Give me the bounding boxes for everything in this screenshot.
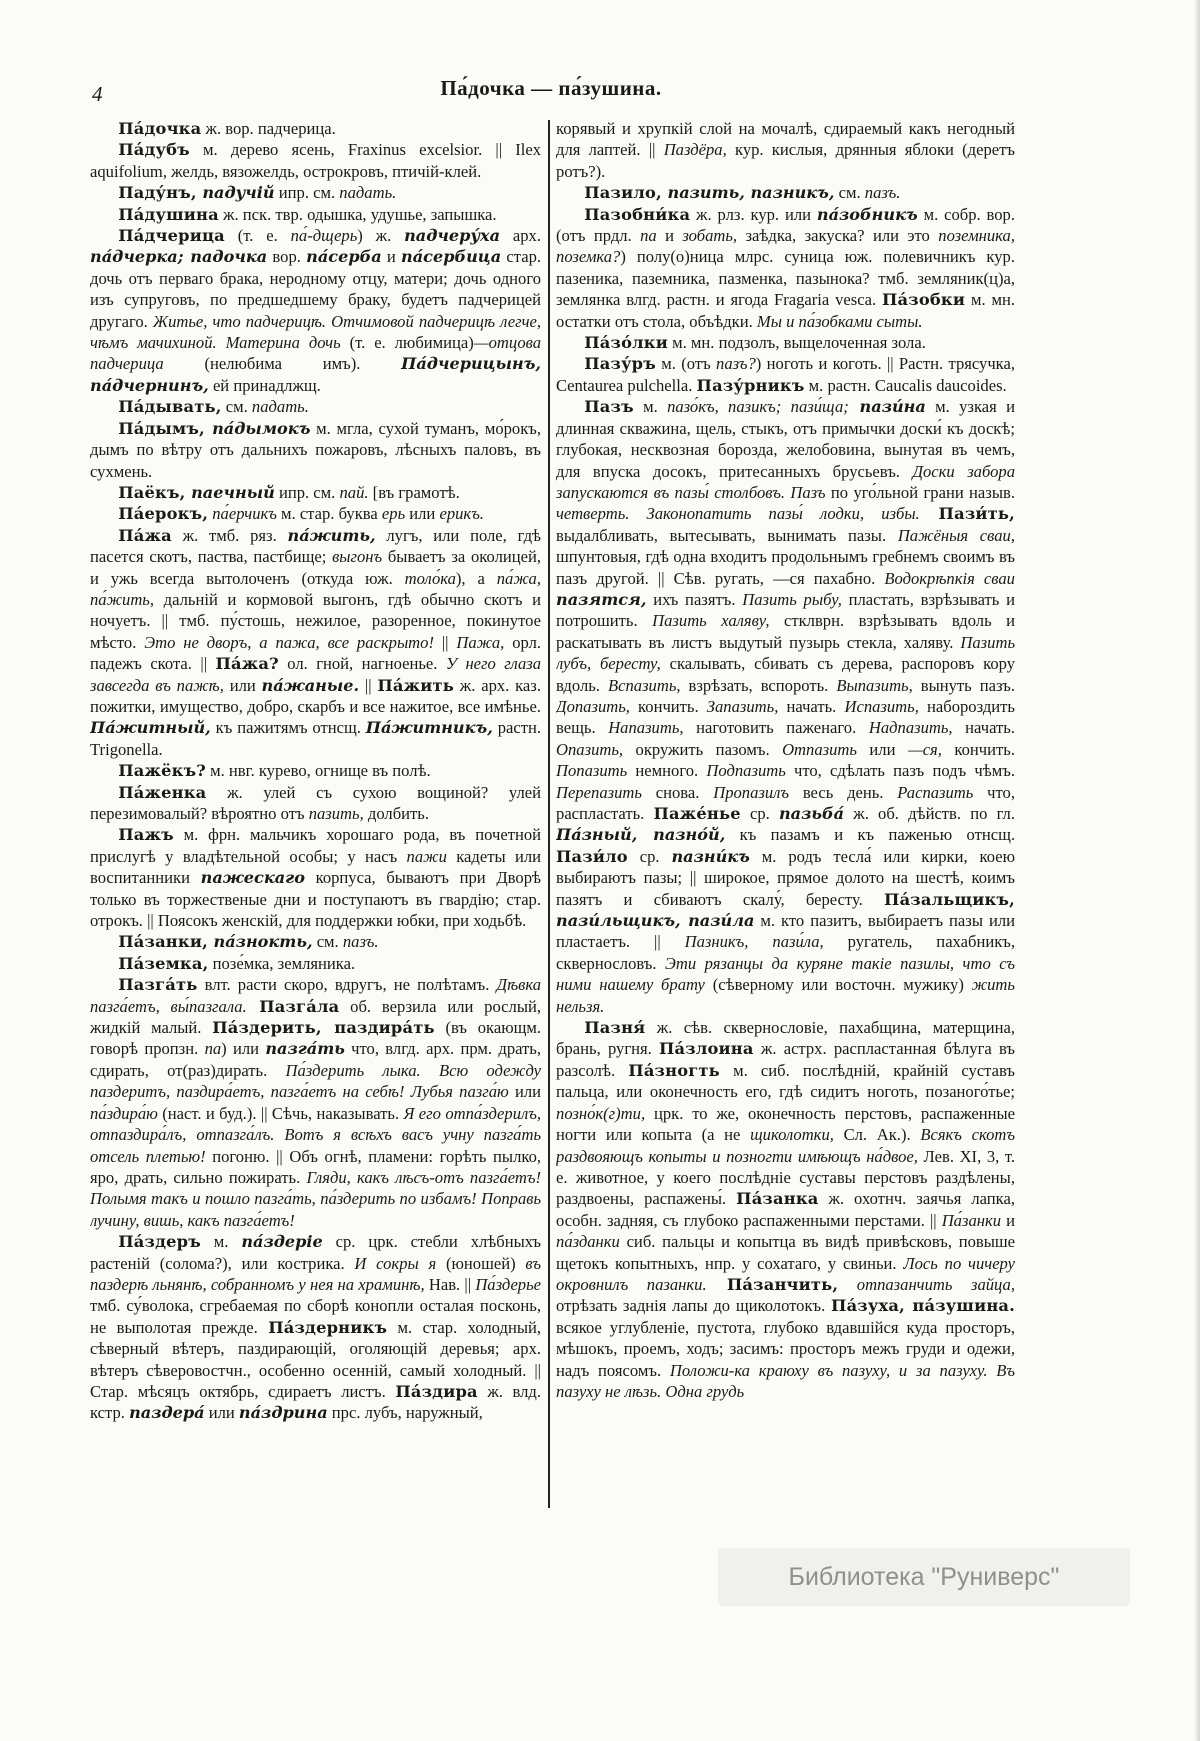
text-segment: Па́здерникъ <box>268 1317 388 1337</box>
text-segment: Па́жа? <box>215 654 279 674</box>
text-segment: Пазобни́ка <box>584 204 691 224</box>
text-segment: снова. <box>641 782 714 802</box>
text-segment: Мы и па́зобками сыты. <box>756 311 923 331</box>
text-segment: дальній и кормовой выгонъ, гдѣ обычно скотъ и ночуетъ. || тмб. пу́стошь, нежилое, разоренное, покинутое мѣсто. <box>90 589 542 652</box>
text-segment: ол. гной, нагноенье. <box>278 654 446 674</box>
text-segment: Па́житный, <box>90 718 211 738</box>
text-segment: ж. вор. падчерица. <box>201 119 336 138</box>
text-segment: пай. <box>339 482 369 502</box>
dictionary-paragraph <box>90 782 541 825</box>
text-segment: Допазить, <box>556 696 630 716</box>
text-segment: къ пажитямъ отнсщ. <box>210 718 366 738</box>
text-segment: Пазу́ръ <box>584 354 656 374</box>
dictionary-paragraph <box>90 931 541 952</box>
text-segment: зобать, <box>682 226 738 246</box>
text-segment: Па́дывать, <box>118 397 222 417</box>
text-segment: что, сдѣлать пазъ подъ чѣмъ. <box>785 761 1015 781</box>
dictionary-paragraph <box>556 1017 1015 1402</box>
text-segment: Пазникъ, пази́ла, <box>684 932 824 952</box>
running-title: Па́дочка — па́зушина. <box>440 76 662 100</box>
text-segment: и <box>656 226 683 246</box>
text-segment: ср. <box>627 846 672 866</box>
dictionary-paragraph <box>90 482 541 503</box>
text-segment: ж. рлз. кур. или <box>690 204 817 224</box>
text-segment: Пажа, <box>456 632 505 652</box>
text-segment: къ пазамъ и къ паженью отнсщ. <box>725 825 1015 845</box>
text-segment: Напазить, <box>608 718 684 738</box>
text-segment: Па́здерье <box>475 1274 542 1294</box>
text-segment: Опазить, <box>556 739 624 759</box>
dictionary-paragraph <box>556 353 1015 396</box>
text-segment: Паёкъ, <box>118 482 186 502</box>
text-segment: ) ноготь и коготь. || Растн. трясучка, Centaurea pulchella. <box>556 354 1015 395</box>
dictionary-paragraph <box>90 760 541 781</box>
text-segment: вор. <box>267 247 307 267</box>
text-segment: Па́здира <box>395 1381 478 1401</box>
text-segment: Па́зногть <box>628 1060 720 1080</box>
text-segment: ) полу(о)ница млрс. суница юж. полевичникъ кур. пазеника, паземника, пазменка, пазынока? тмб. земляник(ц)а, землянка влгд. растн. и ягода Fragaria vesca. <box>556 247 1015 310</box>
text-segment: Пажъ <box>118 825 174 845</box>
text-segment: что, влгд. арх. прм. драть, сдирать, от(раз)дирать. <box>90 1039 542 1080</box>
text-segment: ж. влд. кстр. <box>90 1381 542 1423</box>
text-segment: заѣдка, закуска? или это <box>737 226 939 246</box>
text-segment: ипр. см. <box>274 482 340 502</box>
text-segment: пазъ? <box>716 354 756 374</box>
text-segment: Пазу́рникъ <box>696 375 805 395</box>
text-segment: м. фрн. мальчикъ хорошаго рода, въ почетной прислугѣ у владѣтельной особы; у насъ <box>90 825 542 866</box>
text-segment: Паже́нье <box>653 804 741 823</box>
text-segment: ж. арх. каз. пожитки, имущество, добро, скарбъ и все нажитое, все имѣнье. <box>90 675 542 716</box>
dictionary-paragraph <box>90 1231 541 1424</box>
text-segment: пажескаго <box>200 868 305 888</box>
text-segment: м. сиб. послѣдній, крайній суставъ пальца, или оконечность его, гдѣ сидитъ ноготь, позаного́тье; <box>556 1060 1015 1102</box>
text-segment: долбить. <box>363 804 429 823</box>
text-segment: ж. охотнч. заячья лапка, особн. задняя, съ глубоко распаженными перстами. || <box>556 1189 1015 1230</box>
text-segment: поземника, поземка? <box>556 226 1015 267</box>
text-segment: м. нвг. курево, огнище въ полѣ. <box>205 761 431 781</box>
text-segment: Па́земка, <box>118 953 209 973</box>
text-segment: па́дымокъ <box>204 418 311 438</box>
text-segment: пазить, пазникъ, <box>661 183 835 203</box>
text-block <box>90 118 1015 1516</box>
text-segment: И сокры я <box>354 1253 437 1273</box>
text-segment: м. мн. остатки отъ стола, объѣдки. <box>556 290 1015 331</box>
text-segment: || <box>359 675 378 695</box>
text-segment: па́здира́ю <box>90 1103 158 1123</box>
text-segment: Па́занчить, <box>706 1274 839 1294</box>
text-segment: Па́зный, пазно́й, <box>556 825 726 845</box>
page-header <box>90 76 1012 110</box>
text-segment: ср. <box>740 804 779 823</box>
text-segment: Па́здеръ <box>118 1232 201 1252</box>
text-segment: и <box>381 247 402 267</box>
text-segment: влт. расти скоро, вдругъ, не полѣтамъ. <box>197 975 497 995</box>
text-segment: Водокрѣпкія сваи <box>884 568 1015 588</box>
text-segment: Па́занки <box>941 1210 1002 1230</box>
text-segment: Пазга́ла <box>246 996 340 1016</box>
text-segment: и <box>1001 1210 1015 1230</box>
text-segment: корявый и хрупкій слой на мочалѣ, сдираемый какъ негодный для лаптей. || <box>556 119 1015 160</box>
text-segment: Па́женка <box>118 782 207 802</box>
text-segment: Выпазить, <box>836 675 913 695</box>
text-segment: ср. црк. стебли хлѣбныхъ растеній (солома?), или кострика. <box>90 1232 541 1273</box>
text-segment: Перепазить <box>556 782 642 802</box>
text-segment: Житье, что падчерицѣ. Отчимовой падчерицѣ легче, чѣмъ мачихиной. Материна дочь <box>90 311 542 353</box>
left-column <box>90 118 541 1516</box>
text-segment: тмб. су́волока, сгребаемая по сборѣ конопли осталая посконь, не выполотая прежде. <box>90 1296 542 1337</box>
text-segment: [въ грамотѣ. <box>368 482 460 502</box>
text-segment: Пази́ть, <box>919 504 1015 524</box>
text-segment: м. стар. буква <box>276 504 382 524</box>
text-segment: начать. <box>952 718 1015 738</box>
text-segment: || <box>434 632 457 652</box>
text-segment: Па́занка <box>736 1189 819 1209</box>
text-segment: па́жить, <box>287 525 376 545</box>
text-segment: что, распластать. <box>556 782 1015 823</box>
text-segment: (въ окающм. говорѣ пропзн. <box>90 1018 542 1059</box>
text-segment: по уго́льной грани назыв. <box>825 482 1015 502</box>
text-segment: м. мн. подзолъ, выщелоченная зола. <box>667 333 926 353</box>
text-segment: см. <box>312 932 343 952</box>
text-segment: Положи-ка краюху въ пазуху, и за пазуху. Въ пазуху не лѣзь. Одна грудь <box>556 1360 1015 1401</box>
text-segment: Сл. Ак.). <box>833 1125 921 1145</box>
text-segment: жить нельзя. <box>556 975 1015 1016</box>
text-segment: м. <box>633 397 668 417</box>
text-segment: ерикъ. <box>439 504 484 524</box>
text-segment: па́серба <box>306 247 382 267</box>
text-segment: ж. об. дѣйств. по гл. <box>844 804 1015 823</box>
text-segment: Пазить лубъ, бересту, <box>556 632 1015 674</box>
dictionary-paragraph <box>90 503 541 524</box>
text-segment: Па́дчерицынъ, па́дчернинъ, <box>90 354 542 395</box>
text-segment: погоню. || Объ огнѣ, пламени: горѣть пылко, яро, драть, сильно пожирать. <box>90 1146 542 1187</box>
text-segment: Пазить рыбу, <box>742 589 842 609</box>
text-segment: пази́льщикъ, пази́ла <box>556 911 755 931</box>
text-segment: ж. сѣв. сквернословіе, пахабщина, матерщина, брань, ругня. <box>556 1018 1015 1059</box>
text-segment: выдалбливать, вытесывать, вынимать пазы. <box>556 525 898 545</box>
dictionary-paragraph <box>90 418 541 482</box>
text-segment: (юношей) <box>436 1253 526 1273</box>
text-segment: кончить. <box>629 696 707 716</box>
text-segment: па́знокть, <box>207 932 313 952</box>
text-segment: (сѣверному или восточн. мужику) <box>704 975 972 995</box>
text-segment: па <box>640 226 657 246</box>
text-segment: па <box>204 1039 222 1059</box>
dictionary-paragraph <box>90 953 541 974</box>
dictionary-paragraph <box>90 182 541 203</box>
dictionary-paragraph <box>90 824 541 931</box>
text-segment: взрѣзать, вспороть. <box>680 675 837 695</box>
text-segment: па́здрина <box>238 1403 328 1423</box>
text-segment: Па́зальщикъ, <box>884 889 1015 909</box>
text-segment: Это не дворъ, а пажа, все раскрыто! <box>144 632 434 652</box>
dictionary-paragraph <box>556 396 1015 1017</box>
text-segment: набороздить вещь. <box>556 696 1015 738</box>
text-segment: (т. е. <box>224 226 291 246</box>
text-segment: вынуть пазъ. <box>912 675 1015 695</box>
text-segment: м. узкая и длинная скважина, щель, стыкъ, отъ примычки доски́ къ доскѣ; глубокая, несквозная борозда, желобовина, вынутая въ чемъ, для впуска досокъ, притесанныхъ брусьевъ. <box>556 397 1015 481</box>
dictionary-paragraph <box>556 182 1015 203</box>
text-segment: Доски забора запускаются въ пазы́ столбовъ. Пазъ <box>556 461 1015 502</box>
text-segment: кадеты или воспитанники <box>90 846 542 888</box>
text-segment: ругатель, пахабникъ, сквернословъ. <box>556 932 1015 973</box>
watermark-text: Библиотека "Руниверс" <box>788 1562 1060 1591</box>
text-segment: м. мгла, сухой туманъ, мо́рокъ, дымъ по вѣтру отъ дальнихъ пожаровъ, лѣсныхъ паловъ, въ сухмень. <box>90 418 542 481</box>
text-segment: позно́к(г)ти, <box>556 1103 646 1123</box>
text-segment: или <box>223 675 262 695</box>
text-segment: Па́злоина <box>659 1039 754 1059</box>
text-segment: стар. дочь отъ перваго брака, неродному отцу, матери; дочь одного изъ супруговъ, по предшедшему браку, будетъ падчерицей другаго. <box>90 247 542 331</box>
text-segment: четверть. Законопатить пазы́ лодки, избы. <box>556 504 920 524</box>
text-segment: кончить. <box>941 739 1015 759</box>
text-segment: Распазить <box>897 782 974 802</box>
text-segment: немного. <box>627 761 707 781</box>
text-segment: Па́жить <box>377 675 454 695</box>
text-segment: Испазить, <box>844 696 919 716</box>
text-segment: весь день. <box>789 782 898 802</box>
text-segment: Лось по чичеру окровнилъ пазанки. <box>556 1253 1015 1294</box>
dictionary-paragraph <box>556 204 1015 332</box>
text-segment: Па́здерить лыка. Всю одежду паздеритъ, паздира́етъ, пазга́етъ на себѣ! Лубья пазга́ю <box>90 1060 542 1102</box>
text-segment: па́жа, па́жить, <box>90 568 542 609</box>
text-segment: па́зобникъ <box>816 204 918 224</box>
text-segment: пазни́къ <box>671 846 750 866</box>
text-segment: м. стар. холодный, сѣверный вѣтеръ, паздирающій, оголяющій деревья; арх. вѣтеръ сѣверовостчн., особенно осенній, самый холодный. || Стар. мѣсяцъ октябрь, сдираетъ листъ. <box>90 1317 542 1401</box>
text-segment: па́ерчикъ <box>208 504 277 524</box>
text-segment: ж. пск. твр. одышка, удушье, запышка. <box>218 204 497 224</box>
text-segment: наготовить паженаго. <box>683 718 869 738</box>
text-segment: м. кто пазитъ, выбираетъ пазы или пластаетъ. || <box>556 911 1015 952</box>
text-segment: па́-дщерь <box>290 226 358 246</box>
text-segment: пазятся, <box>556 589 647 609</box>
text-segment: па́жаные. <box>261 675 360 695</box>
text-segment: падучій <box>196 183 275 203</box>
text-segment: м. родъ тесла́ или кирки, коею выбираютъ пазы; || широкое, прямое долото на шестѣ, коимъ пазятъ и сбиваютъ скалу́, бересту. <box>556 846 1015 909</box>
text-segment: паечный <box>185 482 275 502</box>
text-segment: толо́ка <box>404 568 456 588</box>
text-segment: па́здеріе <box>241 1232 323 1252</box>
text-segment: отрѣзать заднія лапы до щиколотокъ. <box>556 1296 832 1316</box>
text-segment: па́дчерка; падочка <box>90 247 268 267</box>
text-segment: въ паздерѣ льнянѣ, собранномъ у нея на храминѣ, <box>90 1253 542 1294</box>
page-number: 4 <box>92 82 103 106</box>
text-segment: Пазъ <box>584 397 634 417</box>
text-segment: щиколотки, <box>750 1125 834 1145</box>
text-segment: падать. <box>339 183 397 203</box>
text-segment: —ся, <box>907 739 942 759</box>
library-watermark <box>718 1548 1130 1606</box>
text-segment: кур. кислыя, дрянныя яблоки (деретъ ротъ?). <box>556 140 1015 181</box>
text-segment: Попазить <box>556 761 628 781</box>
text-segment: окружить пазомъ. <box>623 739 783 759</box>
text-segment: бываетъ за околицей, и ужь всегда вытолоченъ (откуда юж. <box>90 547 542 588</box>
text-segment: арх. <box>500 226 542 246</box>
text-segment: м. (отъ <box>655 354 717 374</box>
text-segment: отпазанчить зайца, <box>838 1274 1015 1294</box>
dictionary-paragraph <box>556 332 1015 353</box>
text-segment: выгонъ <box>332 547 383 567</box>
text-segment: Па́занки, <box>118 932 208 952</box>
text-segment: Па́дочка <box>118 119 202 138</box>
text-segment: па́зданки <box>556 1232 620 1252</box>
text-segment: об. верзила или рослый, жидкій малый. <box>90 996 542 1038</box>
text-segment: ей принадлжщ. <box>208 375 321 395</box>
dictionary-paragraph <box>90 118 541 139</box>
text-segment: корпуса, бываютъ при Дворѣ только въ торжественые дни и поступаютъ въ гвардію; стар. отрокъ. || Поясокъ женскій, для поддержки юбки, при ходьбѣ. <box>90 868 542 931</box>
text-segment: Па́житникъ, <box>365 718 493 738</box>
text-segment: Па́здерить, паздира́ть <box>212 1018 435 1038</box>
text-segment: прс. лубъ, наружный, <box>327 1403 483 1423</box>
text-segment: Запазить, <box>706 696 779 716</box>
text-segment: м. дерево ясень, Fraxinus excelsior. || Ilex aquifolium, желдь, вязожелдь, острокровъ, птичій-клей. <box>90 140 542 181</box>
text-segment: пазъ. <box>864 183 901 203</box>
text-segment: Па́душина <box>118 204 219 224</box>
text-segment: м. собр. вор. (отъ прдл. <box>556 204 1015 246</box>
text-segment: Паздёра, <box>663 140 727 160</box>
text-segment: Па́зо́лки <box>584 333 668 353</box>
text-segment: или <box>508 1082 541 1102</box>
text-segment: растн. Trigonella. <box>90 718 541 759</box>
dictionary-paragraph <box>556 118 1015 182</box>
text-segment: (т. е. любимица) <box>340 333 474 353</box>
text-segment: м. растн. Caucalis daucoides. <box>804 375 1007 395</box>
text-segment: орл. падежъ скота. || <box>90 632 541 674</box>
text-segment: стклврн. взрѣзывать вдоль и раскатывать въ листъ выдутый пузырь стекла, халяву. <box>556 611 1015 652</box>
text-segment: Па́жа <box>118 525 172 545</box>
text-segment: скалывать, сбивать съ дерева, распоровъ кору вдоль. <box>556 654 1015 695</box>
text-segment: пази́на <box>848 397 926 417</box>
column-divider-rule <box>548 120 550 1508</box>
text-segment: Пази́ло <box>556 846 628 866</box>
text-segment: ж. тмб. ряз. <box>171 525 288 545</box>
text-segment: Отпазить <box>782 739 857 759</box>
text-segment: Всякъ скотъ раздвояющъ копыты и позногти имѣющъ на́двое, <box>556 1125 1015 1166</box>
text-segment: всякое углубленіе, пустота, глубоко вдавшійся куда просторъ, мѣшокъ, проемъ, ходъ; засимъ: просторъ межъ груди и одежи, надъ поясомъ. <box>556 1317 1015 1380</box>
text-segment: ж. астрх. распластанная бѣлуга въ разсолѣ. <box>556 1039 1015 1080</box>
text-segment: (нелюбима имъ). <box>163 354 402 374</box>
text-segment: см. <box>221 397 252 417</box>
dictionary-paragraph <box>90 396 541 417</box>
text-segment: м. <box>200 1232 242 1252</box>
text-segment: Подпазить <box>706 761 786 781</box>
text-segment: (наст. и буд.). || Сѣчь, наказывать. <box>157 1103 404 1123</box>
text-segment: Па́дчерица <box>118 226 225 246</box>
text-segment: Па́зуха, па́зушина. <box>831 1296 1015 1316</box>
text-segment: Гляди, какъ лѣсъ-отъ пазга́етъ! Полымя такъ и пошло пазга́ть, па́здерить по избамъ! Поправь лучину, вишь, какъ пазга́етъ! <box>90 1167 542 1230</box>
text-segment: Пажёкъ? <box>118 761 206 781</box>
dictionary-paragraph <box>90 525 541 760</box>
text-segment: Паду́нъ, <box>118 183 197 203</box>
text-segment: па́сербица <box>401 247 502 267</box>
text-segment: или <box>204 1403 239 1423</box>
text-segment: ихъ пазятъ. <box>646 589 743 609</box>
text-segment: начать. <box>778 696 845 716</box>
text-segment: У него глаза завсегда въ пажѣ, <box>90 654 542 695</box>
text-segment: Пазня́ <box>584 1018 646 1038</box>
text-segment: или <box>856 739 908 759</box>
text-segment: пазъ. <box>342 932 379 952</box>
dictionary-paragraph <box>90 139 541 182</box>
text-segment: или <box>405 504 440 524</box>
text-segment: пластать, взрѣзывать и потрошить. <box>556 589 1015 631</box>
text-segment: сиб. пальцы и копытца въ видѣ привѣсковъ, повыше щетокъ копытныхъ, нпр. у сохатаго, у свиньи. <box>556 1232 1015 1273</box>
text-segment: Па́ерокъ, <box>118 504 209 524</box>
text-segment: ) ж. <box>357 226 405 246</box>
text-segment: Па́зобки <box>881 290 966 310</box>
dictionary-paragraph <box>90 204 541 225</box>
text-segment: пазга́ть <box>265 1039 345 1059</box>
text-segment: ж. улей съ сухою вощиной? улей перезимовалый? вѣроятно отъ <box>90 782 542 823</box>
text-segment: падчеру́ха <box>404 226 501 246</box>
text-segment: пажи <box>406 846 447 866</box>
text-segment: шпунтовыя, гдѣ одна входитъ продольнымъ гребнемъ своимъ въ пазъ другой. || Сѣв. ругать, —ся пахабно. <box>556 547 1015 588</box>
text-segment: см. <box>834 183 865 203</box>
dictionary-paragraph <box>90 225 541 396</box>
text-segment: ипр. см. <box>274 183 340 203</box>
text-segment: позе́мка, земляника. <box>208 953 356 973</box>
text-segment: Я его отпа́здерилъ, отпаздира́лъ, отпазга́лъ. Вотъ я всѣхъ васъ учну пазга́ть отсель плетью! <box>90 1103 542 1166</box>
text-segment: падать. <box>251 397 309 417</box>
text-segment: црк. то же, оконечность перстовъ, распаженные ногти или копыта (а не <box>556 1103 1015 1145</box>
text-segment: —отцова падчерица <box>90 333 542 374</box>
text-segment: Пазга́ть <box>118 975 198 995</box>
text-segment: пазо́къ, пазикъ; пази́ща; <box>667 397 849 417</box>
text-segment: ) или <box>221 1039 266 1059</box>
text-segment: лугъ, или поле, гдѣ пасется скотъ, паства, пастбище; <box>90 525 542 567</box>
dictionary-paragraph <box>90 974 541 1231</box>
text-segment: пазьба́ <box>778 804 845 823</box>
text-segment: Нав. || <box>424 1274 476 1294</box>
text-segment: пазить, <box>308 804 364 823</box>
text-segment: Вспазить, <box>607 675 681 695</box>
text-segment: Пажёныя сваи, <box>897 525 1015 545</box>
text-segment: Пропазилъ <box>713 782 790 802</box>
right-column <box>556 118 1015 1516</box>
text-segment: Эти рязанцы да куряне такіе пазилы, что съ ними нашему брату <box>556 953 1015 995</box>
text-segment: Пазить халяву, <box>652 611 770 631</box>
text-segment: Пазило, <box>584 183 662 203</box>
text-segment: Лев. XI, 3, т. е. животное, у коего послѣдніе суставы перстовъ раздѣлены, раздвоены, распажены́. <box>556 1146 1015 1209</box>
text-segment: Па́дубъ <box>118 140 190 160</box>
text-segment: паздера́ <box>129 1403 205 1423</box>
text-segment: ерь <box>381 504 406 524</box>
text-segment: ), а <box>455 568 497 588</box>
text-segment: Дѣвка пазга́етъ, вы́пазгала. <box>90 975 542 1016</box>
text-segment: Надпазить, <box>868 718 953 738</box>
text-segment: Па́дымъ, <box>118 418 205 438</box>
